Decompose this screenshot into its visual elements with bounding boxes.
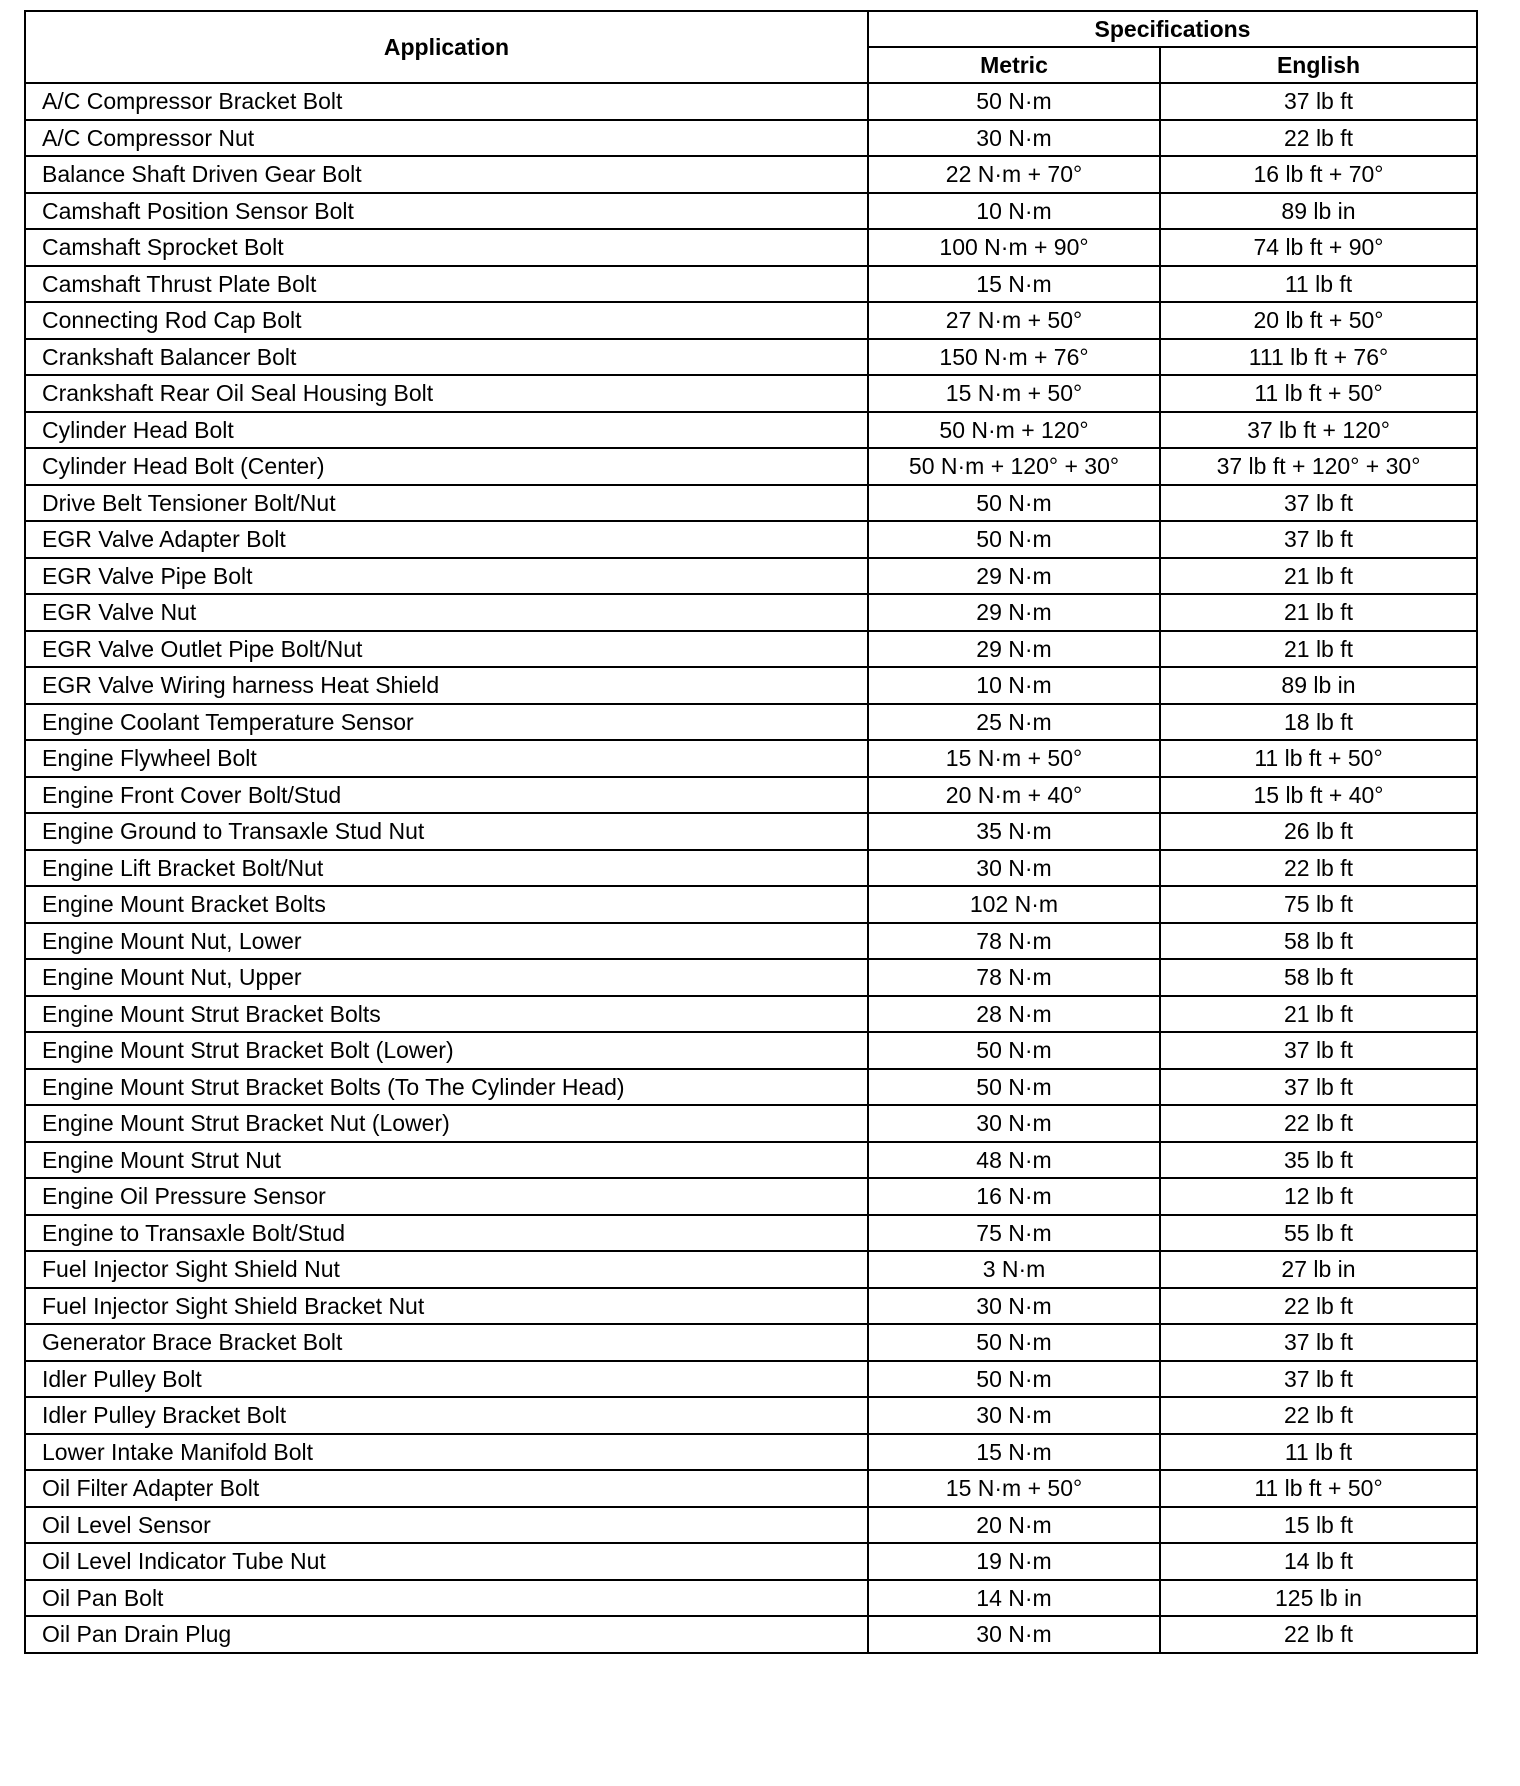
table-row [25, 1397, 1477, 1434]
application-cell: Oil Filter Adapter Bolt [25, 1470, 868, 1507]
application-cell: Cylinder Head Bolt [25, 412, 868, 449]
table-row [25, 558, 1477, 595]
english-cell: 89 lb in [1160, 193, 1477, 230]
table-row [25, 959, 1477, 996]
english-cell: 22 lb ft [1160, 1397, 1477, 1434]
english-cell: 22 lb ft [1160, 1288, 1477, 1325]
metric-cell: 29 N·m [868, 558, 1160, 595]
application-cell: Oil Level Sensor [25, 1507, 868, 1544]
english-cell: 55 lb ft [1160, 1215, 1477, 1252]
application-cell: EGR Valve Wiring harness Heat Shield [25, 667, 868, 704]
metric-cell: 20 N·m + 40° [868, 777, 1160, 814]
table-row [25, 120, 1477, 157]
table-row [25, 521, 1477, 558]
table-row [25, 1616, 1477, 1653]
english-cell: 22 lb ft [1160, 120, 1477, 157]
metric-cell: 50 N·m [868, 1069, 1160, 1106]
english-cell: 22 lb ft [1160, 1105, 1477, 1142]
application-cell: Engine Mount Strut Bracket Bolt (Lower) [25, 1032, 868, 1069]
application-cell: A/C Compressor Nut [25, 120, 868, 157]
application-cell: Oil Level Indicator Tube Nut [25, 1543, 868, 1580]
metric-cell: 30 N·m [868, 1288, 1160, 1325]
english-cell: 37 lb ft [1160, 1069, 1477, 1106]
table-row [25, 266, 1477, 303]
metric-cell: 150 N·m + 76° [868, 339, 1160, 376]
metric-cell: 30 N·m [868, 1397, 1160, 1434]
application-cell: Engine Mount Strut Bracket Nut (Lower) [25, 1105, 868, 1142]
metric-cell: 50 N·m [868, 521, 1160, 558]
table-row [25, 375, 1477, 412]
english-cell: 75 lb ft [1160, 886, 1477, 923]
application-cell: Engine Mount Strut Bracket Bolts [25, 996, 868, 1033]
table-row [25, 777, 1477, 814]
table-row [25, 1288, 1477, 1325]
table-row [25, 594, 1477, 631]
english-cell: 37 lb ft [1160, 1361, 1477, 1398]
english-cell: 37 lb ft [1160, 485, 1477, 522]
application-cell: Idler Pulley Bolt [25, 1361, 868, 1398]
application-cell: Engine Coolant Temperature Sensor [25, 704, 868, 741]
metric-cell: 22 N·m + 70° [868, 156, 1160, 193]
table-row [25, 339, 1477, 376]
table-row [25, 1434, 1477, 1471]
application-cell: Engine Flywheel Bolt [25, 740, 868, 777]
application-cell: Engine Lift Bracket Bolt/Nut [25, 850, 868, 887]
english-cell: 89 lb in [1160, 667, 1477, 704]
english-cell: 21 lb ft [1160, 558, 1477, 595]
english-cell: 21 lb ft [1160, 631, 1477, 668]
table-row [25, 229, 1477, 266]
english-cell: 58 lb ft [1160, 923, 1477, 960]
application-cell: Engine Mount Strut Bracket Bolts (To The Cylinder Head) [25, 1069, 868, 1106]
english-cell: 74 lb ft + 90° [1160, 229, 1477, 266]
english-cell: 37 lb ft [1160, 521, 1477, 558]
metric-cell: 50 N·m [868, 1032, 1160, 1069]
english-cell: 125 lb in [1160, 1580, 1477, 1617]
table-row [25, 302, 1477, 339]
metric-cell: 27 N·m + 50° [868, 302, 1160, 339]
table-row [25, 1361, 1477, 1398]
metric-cell: 30 N·m [868, 1105, 1160, 1142]
metric-cell: 30 N·m [868, 120, 1160, 157]
table-row [25, 1215, 1477, 1252]
metric-cell: 10 N·m [868, 667, 1160, 704]
metric-cell: 102 N·m [868, 886, 1160, 923]
english-cell: 37 lb ft + 120° + 30° [1160, 448, 1477, 485]
metric-cell: 50 N·m + 120° [868, 412, 1160, 449]
table-row [25, 1324, 1477, 1361]
table-header [25, 11, 1477, 83]
application-cell: Generator Brace Bracket Bolt [25, 1324, 868, 1361]
application-cell: Balance Shaft Driven Gear Bolt [25, 156, 868, 193]
metric-cell: 25 N·m [868, 704, 1160, 741]
english-cell: 11 lb ft [1160, 266, 1477, 303]
metric-cell: 35 N·m [868, 813, 1160, 850]
application-cell: Engine Front Cover Bolt/Stud [25, 777, 868, 814]
table-row [25, 1507, 1477, 1544]
table-row [25, 156, 1477, 193]
application-cell: Engine Mount Strut Nut [25, 1142, 868, 1179]
application-cell: Camshaft Sprocket Bolt [25, 229, 868, 266]
english-cell: 27 lb in [1160, 1251, 1477, 1288]
application-cell: Drive Belt Tensioner Bolt/Nut [25, 485, 868, 522]
application-cell: Engine Mount Bracket Bolts [25, 886, 868, 923]
table-row [25, 886, 1477, 923]
table-row [25, 1580, 1477, 1617]
table-row [25, 83, 1477, 120]
header-application: Application [25, 11, 868, 83]
application-cell: EGR Valve Pipe Bolt [25, 558, 868, 595]
header-row-top [25, 11, 1477, 47]
english-cell: 37 lb ft [1160, 83, 1477, 120]
metric-cell: 19 N·m [868, 1543, 1160, 1580]
application-cell: Oil Pan Bolt [25, 1580, 868, 1617]
english-cell: 20 lb ft + 50° [1160, 302, 1477, 339]
application-cell: Engine Mount Nut, Upper [25, 959, 868, 996]
metric-cell: 29 N·m [868, 631, 1160, 668]
metric-cell: 50 N·m [868, 1324, 1160, 1361]
application-cell: Camshaft Position Sensor Bolt [25, 193, 868, 230]
table-row [25, 813, 1477, 850]
table-row [25, 923, 1477, 960]
metric-cell: 48 N·m [868, 1142, 1160, 1179]
english-cell: 37 lb ft + 120° [1160, 412, 1477, 449]
metric-cell: 100 N·m + 90° [868, 229, 1160, 266]
metric-cell: 50 N·m [868, 485, 1160, 522]
table-row [25, 1251, 1477, 1288]
application-cell: Lower Intake Manifold Bolt [25, 1434, 868, 1471]
metric-cell: 50 N·m [868, 1361, 1160, 1398]
table-row [25, 1178, 1477, 1215]
application-cell: Engine Oil Pressure Sensor [25, 1178, 868, 1215]
english-cell: 35 lb ft [1160, 1142, 1477, 1179]
application-cell: Idler Pulley Bracket Bolt [25, 1397, 868, 1434]
metric-cell: 15 N·m + 50° [868, 375, 1160, 412]
english-cell: 16 lb ft + 70° [1160, 156, 1477, 193]
application-cell: EGR Valve Nut [25, 594, 868, 631]
table-row [25, 740, 1477, 777]
header-english: English [1160, 47, 1477, 83]
english-cell: 37 lb ft [1160, 1324, 1477, 1361]
english-cell: 15 lb ft [1160, 1507, 1477, 1544]
english-cell: 14 lb ft [1160, 1543, 1477, 1580]
english-cell: 37 lb ft [1160, 1032, 1477, 1069]
english-cell: 11 lb ft [1160, 1434, 1477, 1471]
table-row [25, 631, 1477, 668]
metric-cell: 15 N·m + 50° [868, 740, 1160, 777]
application-cell: Fuel Injector Sight Shield Nut [25, 1251, 868, 1288]
metric-cell: 16 N·m [868, 1178, 1160, 1215]
metric-cell: 78 N·m [868, 959, 1160, 996]
english-cell: 22 lb ft [1160, 850, 1477, 887]
table-row [25, 850, 1477, 887]
application-cell: Camshaft Thrust Plate Bolt [25, 266, 868, 303]
torque-specifications-table [24, 10, 1478, 1654]
application-cell: EGR Valve Outlet Pipe Bolt/Nut [25, 631, 868, 668]
table-row [25, 448, 1477, 485]
english-cell: 26 lb ft [1160, 813, 1477, 850]
english-cell: 15 lb ft + 40° [1160, 777, 1477, 814]
table-row [25, 996, 1477, 1033]
metric-cell: 15 N·m [868, 1434, 1160, 1471]
metric-cell: 29 N·m [868, 594, 1160, 631]
application-cell: Engine Ground to Transaxle Stud Nut [25, 813, 868, 850]
metric-cell: 3 N·m [868, 1251, 1160, 1288]
metric-cell: 75 N·m [868, 1215, 1160, 1252]
header-specifications: Specifications [868, 11, 1477, 47]
table-row [25, 1142, 1477, 1179]
metric-cell: 30 N·m [868, 1616, 1160, 1653]
english-cell: 11 lb ft + 50° [1160, 1470, 1477, 1507]
english-cell: 12 lb ft [1160, 1178, 1477, 1215]
table-row [25, 485, 1477, 522]
table-row [25, 704, 1477, 741]
metric-cell: 20 N·m [868, 1507, 1160, 1544]
table-body [25, 83, 1477, 1653]
application-cell: Engine Mount Nut, Lower [25, 923, 868, 960]
application-cell: Fuel Injector Sight Shield Bracket Nut [25, 1288, 868, 1325]
table-row [25, 1543, 1477, 1580]
application-cell: Crankshaft Balancer Bolt [25, 339, 868, 376]
english-cell: 111 lb ft + 76° [1160, 339, 1477, 376]
table-row [25, 193, 1477, 230]
header-metric: Metric [868, 47, 1160, 83]
metric-cell: 30 N·m [868, 850, 1160, 887]
english-cell: 21 lb ft [1160, 594, 1477, 631]
english-cell: 11 lb ft + 50° [1160, 740, 1477, 777]
metric-cell: 14 N·m [868, 1580, 1160, 1617]
table-row [25, 1105, 1477, 1142]
metric-cell: 10 N·m [868, 193, 1160, 230]
metric-cell: 50 N·m [868, 83, 1160, 120]
application-cell: Connecting Rod Cap Bolt [25, 302, 868, 339]
metric-cell: 28 N·m [868, 996, 1160, 1033]
metric-cell: 15 N·m [868, 266, 1160, 303]
application-cell: Engine to Transaxle Bolt/Stud [25, 1215, 868, 1252]
metric-cell: 78 N·m [868, 923, 1160, 960]
table-row [25, 1069, 1477, 1106]
table-row [25, 667, 1477, 704]
application-cell: Cylinder Head Bolt (Center) [25, 448, 868, 485]
application-cell: EGR Valve Adapter Bolt [25, 521, 868, 558]
english-cell: 18 lb ft [1160, 704, 1477, 741]
english-cell: 22 lb ft [1160, 1616, 1477, 1653]
application-cell: Crankshaft Rear Oil Seal Housing Bolt [25, 375, 868, 412]
english-cell: 21 lb ft [1160, 996, 1477, 1033]
metric-cell: 50 N·m + 120° + 30° [868, 448, 1160, 485]
application-cell: Oil Pan Drain Plug [25, 1616, 868, 1653]
english-cell: 11 lb ft + 50° [1160, 375, 1477, 412]
metric-cell: 15 N·m + 50° [868, 1470, 1160, 1507]
table-row [25, 1032, 1477, 1069]
application-cell: A/C Compressor Bracket Bolt [25, 83, 868, 120]
table-row [25, 412, 1477, 449]
table-row [25, 1470, 1477, 1507]
english-cell: 58 lb ft [1160, 959, 1477, 996]
